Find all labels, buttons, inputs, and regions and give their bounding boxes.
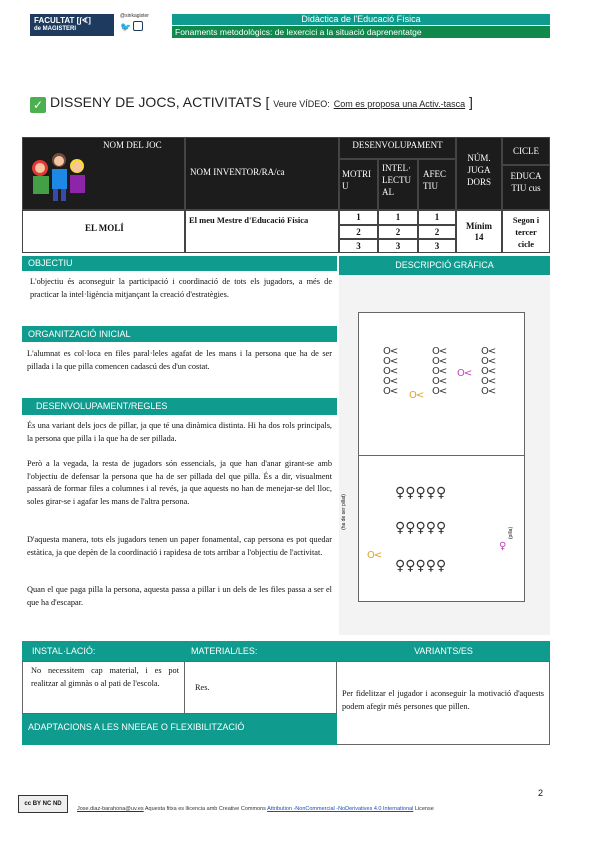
install-text: No necessitem cap material, i es pot realitzar al gimnàs o al pati de l'escola. (31, 666, 179, 688)
inventor-label: NOM INVENTOR/RA/ca (190, 167, 285, 177)
objective-text: L'objectiu és aconseguir la participació i coordinació de tots els jugadors, a més de practicar la intel·ligència mitjançant la creació d'estratègies. (30, 277, 332, 299)
license-text: Aquesta fitxa es llicencia amb Creative Commons (144, 806, 266, 812)
author-email[interactable]: Jose.diaz-barahona@uv.es (77, 806, 144, 812)
graphic-header: DESCRIPCIÓ GRÀFICA (339, 256, 550, 275)
see-video-label: Veure VÍDEO: (273, 99, 330, 109)
logo-line-1: FACULTAT [∫∢] (34, 16, 91, 25)
diagram-top-chaser: O< (457, 368, 472, 379)
intellectual-level-1: 1 (378, 210, 418, 225)
cycle-value: Segon i tercer cicle (502, 210, 550, 253)
page-title (30, 94, 473, 113)
course-title-bar: Didàctica de l'Educació Física (172, 14, 550, 25)
variants-cell (337, 661, 550, 745)
bracket-close: ] (469, 94, 473, 110)
diagram-top-runner: O< (409, 390, 424, 401)
intellectual-level-3: 3 (378, 239, 418, 253)
header-players: NÚM. JUGA DORS (456, 137, 502, 210)
cc-license-badge[interactable]: cc BY NC ND (18, 795, 68, 813)
header-inventor (185, 137, 339, 210)
license-tail: License (414, 806, 434, 812)
faculty-logo (30, 14, 114, 36)
header-game-name (22, 137, 185, 210)
license-line (77, 806, 434, 812)
motor-level-1: 1 (339, 210, 378, 225)
diagram-top-col-3: O< O< O< O< O< (481, 346, 496, 397)
header-affective: AFEC TIU (418, 159, 456, 210)
header-motor: MOTRI U (339, 159, 378, 210)
affective-level-1: 1 (418, 210, 456, 225)
intellectual-level-2: 2 (378, 225, 418, 239)
inventor-name: El meu Mestre d'Educació Física (189, 215, 309, 225)
diagram-top-col-2: O< O< O< O< O< (432, 346, 447, 397)
social-block (120, 13, 164, 32)
motor-level-2: 2 (339, 225, 378, 239)
affective-level-2: 2 (418, 225, 456, 239)
children-illustration (25, 146, 97, 206)
variants-header: VARIANTS/ES (337, 641, 550, 661)
cell-inventor (185, 210, 339, 253)
development-p2: Però a la vegada, la resta de jugadors són essencials, ja que han d'anar girant-se amb l'objectiu de defensar la persona que ha de ser pillada del que pilla. És a dir, visualment passarà de formar files a columnes i al revés, ja que aquests no han de menejar-se del lloc, soles girar-se i agafar les mans de l'altra persona. (27, 459, 332, 506)
players-value: Mínim 14 (456, 210, 502, 253)
social-handle: @sinkagister (120, 13, 149, 19)
game-name-label: NOM DEL JOC (103, 140, 162, 150)
development-p4: Quan el que paga pilla la persona, aquesta passa a pillar i un dels de les files passa a ser el que ha d'escapar. (27, 585, 332, 607)
install-cell (22, 661, 185, 714)
twitter-icon[interactable]: 🐦 (120, 22, 132, 32)
header-intellectual: INTEL· LECTU AL (378, 159, 418, 210)
video-link[interactable]: Com es proposa una Activ.-tasca (333, 99, 466, 109)
material-cell (185, 661, 337, 714)
organization-header: ORGANITZACIÓ INICIAL (22, 326, 337, 342)
license-link[interactable]: Attribution -NonCommercial -NoDerivatives 4.0 International (267, 806, 414, 812)
development-header: DESENVOLUPAMENT/REGLES (22, 398, 337, 415)
diagram-top-col-1: O< O< O< O< O< (383, 346, 398, 397)
development-p3: D'aquesta manera, tots els jugadors tenen un paper fonamental, cap persona es pot quedar estàtica, ja que depèn de la coordinació i rapidesa de tots arribar a l'objectiu de l'activitat. (27, 535, 332, 557)
diagram-label-left: (ha de ser pillat) (340, 494, 347, 530)
diagram-bottom-row-3: ♀♀♀♀♀ (395, 558, 447, 574)
material-text: Res. (195, 683, 210, 692)
organization-text: L'alumnat es col·loca en files paral·leles agafat de les mans i la persona que ha de ser pillada i la que pilla comencen cadascú des d'un costat. (27, 349, 332, 371)
logo-line-2: de MAGISTERI (34, 26, 77, 32)
diagram-bottom-runner: O< (367, 550, 382, 561)
objective-header: OBJECTIU (22, 256, 337, 271)
install-header: INSTAL·LACIÓ: (22, 641, 185, 661)
cell-game (22, 210, 185, 253)
diagram-label-right: (pilla) (508, 526, 515, 540)
check-icon: ✓ (30, 97, 46, 113)
graphic-diagram-frame (339, 275, 550, 635)
variants-text: Per fidelitzar el jugador i aconseguir la motivació d'aquests podem afegir més persones que pillen. (342, 689, 544, 711)
adaptations-header: ADAPTACIONS A LES NNEEAE O FLEXIBILITZACIÓ (22, 714, 337, 745)
title-main: DISSENY DE JOCS, ACTIVITATS (50, 94, 262, 110)
diagram-bottom-chaser: ♀ (499, 541, 506, 552)
bracket-open: [ (265, 94, 270, 110)
instagram-icon[interactable] (133, 21, 143, 31)
diagram-bottom-row-1: ♀♀♀♀♀ (395, 485, 447, 501)
header-development: DESENVOLUPAMENT (339, 137, 456, 159)
page-number: 2 (538, 788, 544, 798)
motor-level-3: 3 (339, 239, 378, 253)
game-name: EL MOLÍ (85, 223, 124, 233)
affective-level-3: 3 (418, 239, 456, 253)
header-educ-cycle: EDUCA TIU cus (502, 165, 550, 210)
header-cycle: CICLE (502, 137, 550, 165)
subtitle-bar: Fonaments metodològics: de lexercici a la situació daprenentatge (172, 26, 550, 38)
diagram-bottom-row-2: ♀♀♀♀♀ (395, 520, 447, 536)
development-p1: És una variant dels jocs de pillar, ja que té una dinàmica distinta. Hi ha dos rols principals, la persona que pilla i la que ha de ser pillada. (27, 421, 332, 443)
material-header: MATERIAL/LES: (185, 641, 337, 661)
